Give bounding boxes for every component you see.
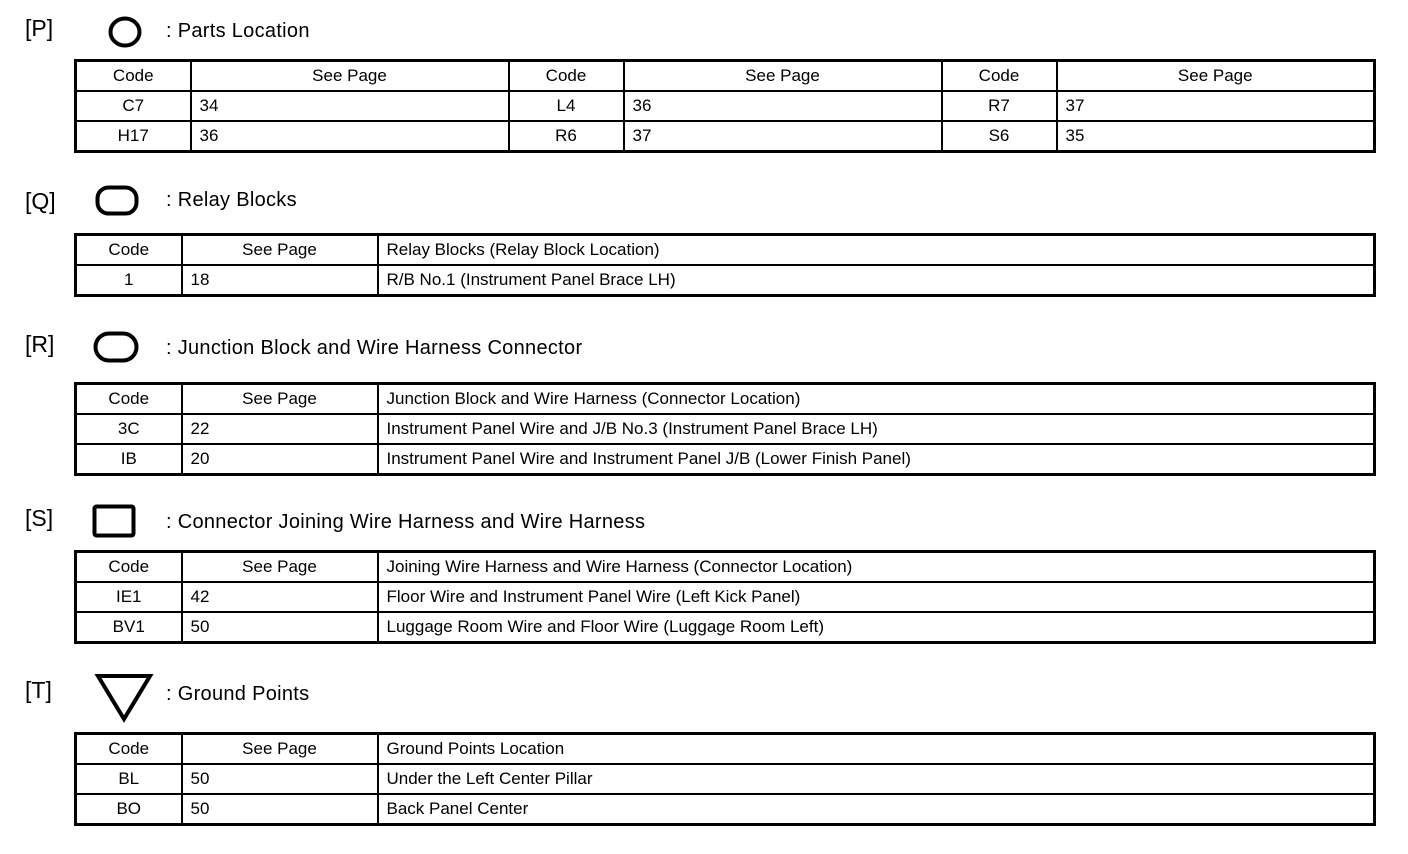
header-code: Code bbox=[76, 734, 182, 765]
location-cell: Instrument Panel Wire and J/B No.3 (Instrument Panel Brace LH) bbox=[378, 414, 1375, 444]
table-header-row bbox=[76, 734, 1375, 765]
square-icon bbox=[92, 504, 136, 538]
page-cell: 36 bbox=[624, 91, 942, 121]
parts-location-table bbox=[74, 59, 1376, 153]
code-cell: S6 bbox=[942, 121, 1057, 152]
page-cell: 42 bbox=[182, 582, 378, 612]
page-cell: 36 bbox=[191, 121, 509, 152]
location-cell: Back Panel Center bbox=[378, 794, 1375, 825]
code-cell: H17 bbox=[76, 121, 191, 152]
location-cell: Floor Wire and Instrument Panel Wire (Left Kick Panel) bbox=[378, 582, 1375, 612]
header-code: Code bbox=[942, 61, 1057, 92]
oval-icon bbox=[93, 331, 139, 363]
code-cell: R7 bbox=[942, 91, 1057, 121]
section-r-letter: [R] bbox=[25, 331, 55, 357]
junction-block-table bbox=[74, 382, 1376, 476]
table-header-row bbox=[76, 384, 1375, 415]
table-header-row bbox=[76, 552, 1375, 583]
header-see-page: See Page bbox=[182, 552, 378, 583]
page-cell: 50 bbox=[182, 794, 378, 825]
header-code: Code bbox=[76, 384, 182, 415]
header-see-page: See Page bbox=[182, 384, 378, 415]
rounded-rect-icon bbox=[95, 185, 139, 217]
code-cell: C7 bbox=[76, 91, 191, 121]
page-cell: 22 bbox=[182, 414, 378, 444]
header-see-page: See Page bbox=[182, 235, 378, 266]
page-cell: 34 bbox=[191, 91, 509, 121]
table-row bbox=[76, 414, 1375, 444]
table-row bbox=[76, 91, 1375, 121]
table-row bbox=[76, 444, 1375, 475]
relay-blocks-table bbox=[74, 233, 1376, 297]
section-q-title: : Relay Blocks bbox=[166, 189, 297, 211]
header-location: Ground Points Location bbox=[378, 734, 1375, 765]
table-row bbox=[76, 121, 1375, 152]
header-see-page: See Page bbox=[182, 734, 378, 765]
table-row bbox=[76, 764, 1375, 794]
page-cell: 35 bbox=[1057, 121, 1375, 152]
table-row bbox=[76, 265, 1375, 296]
table-header-row bbox=[76, 235, 1375, 266]
code-cell: IB bbox=[76, 444, 182, 475]
code-cell: BV1 bbox=[76, 612, 182, 643]
page-cell: 50 bbox=[182, 764, 378, 794]
page-cell: 20 bbox=[182, 444, 378, 475]
header-code: Code bbox=[76, 61, 191, 92]
section-p-letter: [P] bbox=[25, 15, 54, 41]
header-see-page: See Page bbox=[624, 61, 942, 92]
location-cell: R/B No.1 (Instrument Panel Brace LH) bbox=[378, 265, 1375, 296]
header-code: Code bbox=[76, 235, 182, 266]
triangle-down-icon bbox=[94, 672, 154, 724]
header-location: Joining Wire Harness and Wire Harness (Connector Location) bbox=[378, 552, 1375, 583]
section-s-letter: [S] bbox=[25, 505, 54, 531]
location-cell: Under the Left Center Pillar bbox=[378, 764, 1375, 794]
header-code: Code bbox=[76, 552, 182, 583]
header-see-page: See Page bbox=[191, 61, 509, 92]
location-cell: Instrument Panel Wire and Instrument Panel J/B (Lower Finish Panel) bbox=[378, 444, 1375, 475]
code-cell: L4 bbox=[509, 91, 624, 121]
header-code: Code bbox=[509, 61, 624, 92]
table-row bbox=[76, 582, 1375, 612]
code-cell: 3C bbox=[76, 414, 182, 444]
section-q-letter: [Q] bbox=[25, 188, 56, 214]
page-cell: 50 bbox=[182, 612, 378, 643]
header-location: Relay Blocks (Relay Block Location) bbox=[378, 235, 1375, 266]
page-cell: 37 bbox=[624, 121, 942, 152]
header-see-page: See Page bbox=[1057, 61, 1375, 92]
table-header-row bbox=[76, 61, 1375, 92]
ground-points-table bbox=[74, 732, 1376, 826]
section-r-title: : Junction Block and Wire Harness Connector bbox=[166, 337, 583, 359]
code-cell: 1 bbox=[76, 265, 182, 296]
code-cell: IE1 bbox=[76, 582, 182, 612]
section-t-title: : Ground Points bbox=[166, 683, 310, 705]
page-cell: 37 bbox=[1057, 91, 1375, 121]
table-row bbox=[76, 794, 1375, 825]
code-cell: BO bbox=[76, 794, 182, 825]
section-p-title: : Parts Location bbox=[166, 20, 310, 42]
table-row bbox=[76, 612, 1375, 643]
section-s-title: : Connector Joining Wire Harness and Wire Harness bbox=[166, 511, 646, 533]
page-cell: 18 bbox=[182, 265, 378, 296]
circle-icon bbox=[108, 15, 144, 49]
location-cell: Luggage Room Wire and Floor Wire (Luggage Room Left) bbox=[378, 612, 1375, 643]
code-cell: R6 bbox=[509, 121, 624, 152]
code-cell: BL bbox=[76, 764, 182, 794]
connector-joining-table bbox=[74, 550, 1376, 644]
section-t-letter: [T] bbox=[25, 677, 52, 703]
header-location: Junction Block and Wire Harness (Connector Location) bbox=[378, 384, 1375, 415]
